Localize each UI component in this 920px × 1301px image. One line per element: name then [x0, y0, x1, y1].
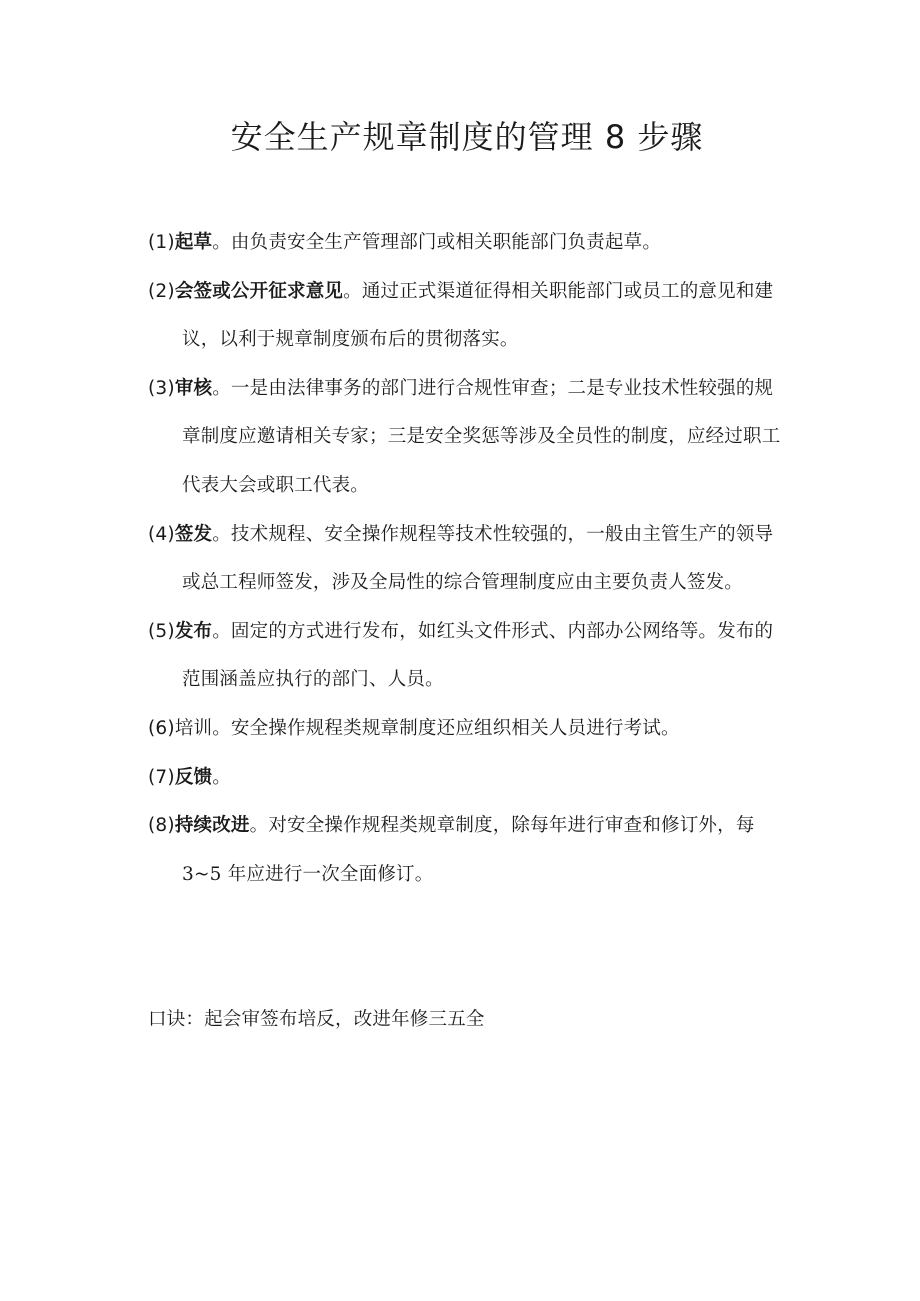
- step-item-2: [148, 268, 788, 365]
- step-item-7: [148, 754, 788, 803]
- step-number: (4): [148, 523, 175, 545]
- steps-list: [148, 219, 788, 899]
- step-separator: 。: [212, 232, 231, 253]
- step-heading: 审核: [174, 377, 213, 399]
- step-item-3: [148, 365, 788, 511]
- step-number: (3): [148, 377, 175, 399]
- step-heading: 签发: [174, 523, 213, 545]
- step-number: (6): [148, 717, 175, 739]
- step-separator: 。: [212, 523, 231, 545]
- step-separator: 。: [212, 620, 231, 642]
- step-body: 安全操作规程类规章制度还应组织相关人员进行考试。: [230, 717, 680, 739]
- step-item-5: [148, 608, 788, 705]
- step-separator: 。: [343, 280, 362, 302]
- step-heading: 起草: [174, 232, 213, 253]
- step-body: 技术规程、安全操作规程等技术性较强的，一般由主管生产的领导或总工程师签发，涉及全局性的综合管理制度应由主要负责人签发。: [182, 523, 774, 594]
- step-separator: 。: [212, 766, 231, 788]
- step-body: 一是由法律事务的部门进行合规性审查；二是专业技术性较强的规章制度应邀请相关专家；三是安全奖惩等涉及全员性的制度，应经过职工代表大会或职工代表。: [182, 377, 781, 496]
- step-separator: 。: [249, 815, 269, 837]
- step-heading: 会签或公开征求意见: [174, 280, 344, 302]
- step-number: (5): [148, 620, 175, 642]
- step-number: (2): [148, 280, 175, 302]
- step-body: 固定的方式进行发布，如红头文件形式、内部办公网络等。发布的范围涵盖应执行的部门、人员。: [182, 620, 774, 691]
- step-item-8: [148, 802, 788, 899]
- step-heading: 培训: [174, 717, 213, 739]
- step-separator: 。: [212, 377, 231, 399]
- step-body: 通过正式渠道征得相关职能部门或员工的意见和建议，以利于规章制度颁布后的贯彻落实。: [182, 280, 774, 351]
- step-item-1: [148, 219, 788, 268]
- step-item-4: [148, 511, 788, 608]
- step-body: 由负责安全生产管理部门或相关职能部门负责起草。: [230, 232, 662, 253]
- step-separator: 。: [212, 717, 231, 739]
- step-heading: 发布: [174, 620, 213, 642]
- step-heading: 持续改进: [174, 815, 250, 837]
- step-number: (1): [148, 232, 175, 253]
- step-body: 对安全操作规程类规章制度，除每年进行审查和修订外，每 3~5 年应进行一次全面修订。: [182, 815, 755, 885]
- document-title: 安全生产规章制度的管理 8 步骤: [230, 118, 704, 156]
- step-number: (8): [148, 815, 175, 837]
- mnemonic-text: 口诀：起会审签布培反，改进年修三五全: [148, 1009, 485, 1030]
- step-item-6: [148, 705, 788, 754]
- step-number: (7): [148, 766, 175, 788]
- step-heading: 反馈: [174, 766, 213, 788]
